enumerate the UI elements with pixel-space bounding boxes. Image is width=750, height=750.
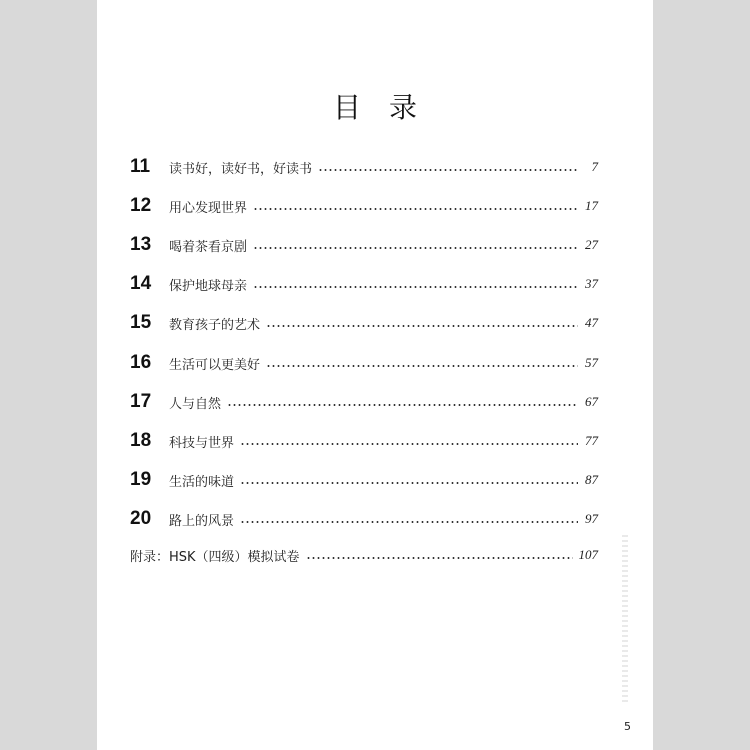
toc-entry[interactable] [130,308,598,338]
toc-entry[interactable] [130,465,598,495]
lesson-title: 生活的味道 [169,474,235,490]
page-number: 5 [624,720,631,733]
page-title: 目录 [332,91,445,124]
lesson-title: 用心发现世界 [169,200,248,216]
dot-leader [240,482,578,484]
toc-entry-appendix[interactable] [130,540,598,570]
document-page [97,0,653,750]
dot-leader [266,365,578,367]
lesson-title: 科技与世界 [169,435,235,451]
dot-leader [227,404,578,406]
lesson-number: 13 [130,234,152,255]
appendix-page: 107 [578,547,598,562]
lesson-page: 7 [591,159,598,174]
toc-entry[interactable] [130,504,598,534]
dot-leader [318,169,578,171]
faint-vertical-margin-text [622,535,628,705]
toc-entry[interactable] [130,348,598,378]
dot-leader [306,557,573,559]
lesson-page: 17 [585,198,598,213]
dot-leader [266,325,578,327]
lesson-number: 19 [130,469,152,490]
lesson-page: 47 [585,315,598,330]
dot-leader [240,443,578,445]
dot-leader [253,208,578,210]
lesson-page: 97 [585,511,598,526]
lesson-title: 人与自然 [169,396,222,412]
appendix-title: 附录：HSK（四级）模拟试卷 [130,549,300,565]
lesson-number: 17 [130,391,152,412]
lesson-number: 12 [130,195,152,216]
lesson-page: 67 [585,394,598,409]
lesson-number: 18 [130,430,152,451]
lesson-title: 喝着茶看京剧 [169,239,248,255]
toc-entry[interactable] [130,426,598,456]
lesson-number: 14 [130,273,152,294]
toc-entry[interactable] [130,269,598,299]
dot-leader [253,247,578,249]
toc-entry[interactable] [130,191,598,221]
toc-entry[interactable] [130,152,598,182]
lesson-number: 20 [130,508,152,529]
toc-entry[interactable] [130,230,598,260]
lesson-page: 27 [585,237,598,252]
lesson-title: 教育孩子的艺术 [169,317,261,333]
toc-entry[interactable] [130,387,598,417]
dot-leader [240,521,578,523]
lesson-page: 87 [585,472,598,487]
lesson-page: 37 [585,276,598,291]
lesson-page: 57 [585,355,598,370]
lesson-number: 16 [130,352,152,373]
lesson-title: 读书好，读好书，好读书 [169,161,313,177]
lesson-title: 保护地球母亲 [169,278,248,294]
lesson-number: 15 [130,312,152,333]
lesson-page: 77 [585,433,598,448]
lesson-number: 11 [130,156,151,177]
dot-leader [253,286,578,288]
lesson-title: 路上的风景 [169,513,235,529]
lesson-title: 生活可以更美好 [169,357,261,373]
